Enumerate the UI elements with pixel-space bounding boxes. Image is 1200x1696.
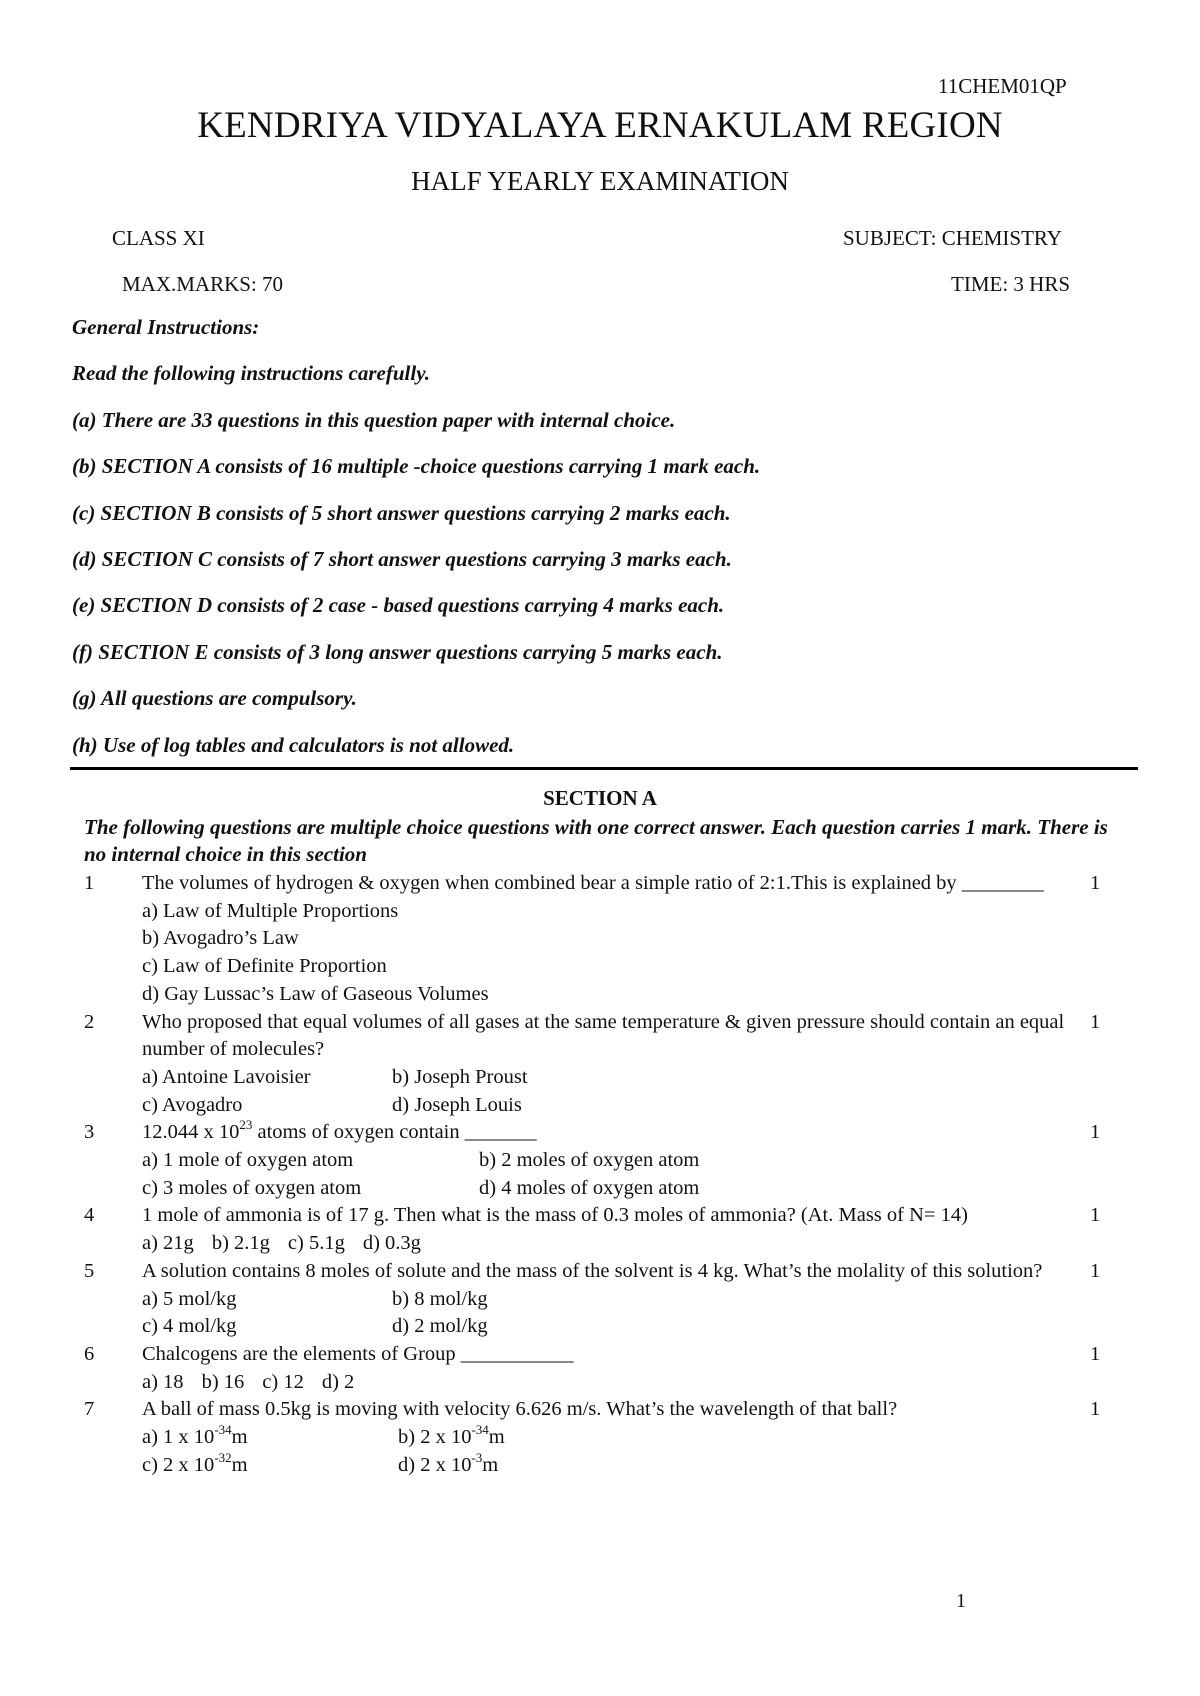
option-text: b) 2 x 10 [398, 1426, 472, 1449]
class-label: CLASS XI [112, 226, 205, 250]
option-row [142, 925, 1072, 953]
school-title: KENDRIYA VIDYALAYA ERNAKULAM REGION [197, 105, 1003, 146]
option-row [142, 1424, 1072, 1452]
question-text: 1 mole of ammonia is of 17 g. Then what is the mass of 0.3 moles of ammonia? (At. Mass of N= 14) [142, 1204, 968, 1227]
option-row [142, 1064, 1072, 1092]
answer-option: b) Joseph Proust [392, 1065, 528, 1088]
question-body [142, 1119, 1072, 1202]
question-item [84, 870, 1134, 1009]
option-text: m [231, 1426, 248, 1449]
option-row [142, 1286, 1072, 1314]
answer-option: d) 0.3g [362, 1232, 421, 1255]
answer-option: c) Avogadro [142, 1093, 243, 1116]
instruction-line: (e) SECTION D consists of 2 case - based questions carrying 4 marks each. [72, 593, 725, 618]
answer-option: a) 5 mol/kg [142, 1287, 237, 1310]
question-number: 6 [84, 1342, 95, 1365]
answer-option [142, 1449, 398, 1480]
time-allowed: TIME: 3 HRS [951, 272, 1071, 296]
question-number: 5 [84, 1259, 95, 1282]
exponent: -34 [471, 1422, 489, 1438]
question-text: A ball of mass 0.5kg is moving with velocity 6.626 m/s. What’s the wavelength of that ball? [142, 1398, 898, 1421]
option-text: c) 2 x 10 [142, 1453, 215, 1476]
question-text: Who proposed that equal volumes of all gases at the same temperature & given pressure should contain an equal number of molecules? [142, 1010, 1065, 1061]
option-text: m [231, 1453, 248, 1476]
question-marks: 1 [1090, 1010, 1101, 1033]
answer-option: c) 5.1g [287, 1232, 345, 1255]
instruction-line: (b) SECTION A consists of 16 multiple -choice questions carrying 1 mark each. [72, 454, 761, 479]
option-row [142, 1175, 1072, 1203]
answer-option: c) Law of Definite Proportion [142, 955, 387, 978]
option-row [142, 953, 1072, 981]
question-item [84, 1341, 1134, 1396]
question-item [84, 1202, 1134, 1257]
option-row [142, 1147, 1072, 1175]
exponent: 23 [239, 1117, 253, 1133]
exponent: -32 [214, 1449, 232, 1465]
option-row [142, 898, 1072, 926]
instructions-heading: General Instructions: [72, 315, 260, 339]
answer-option: a) 21g [142, 1232, 194, 1255]
answer-option: b) 16 [201, 1370, 245, 1393]
question-body [142, 1258, 1072, 1341]
instruction-line: (c) SECTION B consists of 5 short answer questions carrying 2 marks each. [72, 500, 731, 525]
question-text: The volumes of hydrogen & oxygen when combined bear a simple ratio of 2:1.This is explained by ________ [142, 872, 1044, 894]
question-item [84, 1396, 1134, 1479]
max-marks: MAX.MARKS: 70 [122, 272, 284, 296]
instruction-line: (a) There are 33 questions in this question paper with internal choice. [72, 407, 676, 432]
question-item [84, 1009, 1134, 1120]
subject-label: SUBJECT: CHEMISTRY [843, 226, 1062, 250]
answer-option: a) Antoine Lavoisier [142, 1065, 311, 1088]
option-row [142, 1230, 1072, 1258]
question-text-part: 12.044 x 10 [142, 1121, 240, 1144]
answer-option: d) 2 [321, 1370, 355, 1393]
section-a-title: SECTION A [543, 786, 657, 810]
instruction-line: (g) All questions are compulsory. [72, 686, 357, 711]
answer-option [398, 1424, 505, 1452]
question-number: 2 [84, 1010, 95, 1033]
question-item [84, 1119, 1134, 1202]
answer-option: a) Law of Multiple Proportions [142, 899, 399, 922]
option-text: m [482, 1453, 499, 1476]
answer-option: a) 1 mole of oxygen atom [142, 1149, 354, 1172]
option-row [142, 1313, 1072, 1341]
answer-option [398, 1449, 499, 1480]
option-text: d) 2 x 10 [398, 1453, 472, 1476]
answer-option: d) Joseph Louis [392, 1093, 522, 1116]
option-text: a) 1 x 10 [142, 1426, 215, 1449]
exponent: -34 [214, 1422, 232, 1438]
question-item [84, 1258, 1134, 1341]
option-row [142, 1449, 1072, 1480]
question-text: A solution contains 8 moles of solute and the mass of the solvent is 4 kg. What’s the molality of this solution? [142, 1259, 1043, 1282]
page-number: 1 [956, 1590, 966, 1612]
option-row [142, 1369, 1072, 1397]
answer-option: c) 4 mol/kg [142, 1315, 237, 1338]
question-number: 1 [84, 872, 95, 894]
divider-line [70, 767, 1138, 770]
answer-option: b) 2.1g [211, 1232, 270, 1255]
question-text [142, 1119, 1072, 1147]
answer-option: d) 4 moles of oxygen atom [479, 1176, 700, 1199]
answer-option: d) 2 mol/kg [392, 1315, 488, 1338]
question-marks: 1 [1090, 1259, 1101, 1282]
question-marks: 1 [1090, 1342, 1101, 1365]
question-list [84, 870, 1134, 1479]
option-row [142, 1092, 1072, 1120]
question-marks: 1 [1090, 1121, 1101, 1144]
question-marks: 1 [1090, 1204, 1101, 1227]
answer-option: b) 8 mol/kg [392, 1287, 488, 1310]
question-marks: 1 [1090, 1398, 1101, 1421]
section-a-description: The following questions are multiple choice questions with one correct answer. Each question carries 1 mark. There is no internal choice in this section [84, 815, 1108, 866]
answer-option: a) 18 [142, 1370, 184, 1393]
instruction-line: (h) Use of log tables and calculators is not allowed. [72, 732, 515, 757]
answer-option: c) 3 moles of oxygen atom [142, 1176, 362, 1199]
question-number: 7 [84, 1398, 95, 1421]
paper-code: 11CHEM01QP [938, 74, 1067, 98]
instruction-line: Read the following instructions carefully. [72, 361, 431, 386]
answer-option: b) 2 moles of oxygen atom [479, 1149, 700, 1172]
question-text: Chalcogens are the elements of Group ___________ [142, 1342, 574, 1365]
question-body [142, 1396, 1072, 1479]
question-number: 4 [84, 1204, 95, 1227]
instruction-line: (f) SECTION E consists of 3 long answer questions carrying 5 marks each. [72, 639, 723, 664]
exponent: -3 [471, 1449, 483, 1465]
option-text: m [488, 1426, 505, 1449]
question-marks: 1 [1090, 872, 1101, 894]
question-text-part: atoms of oxygen contain _______ [252, 1121, 537, 1144]
answer-option: b) Avogadro’s Law [142, 927, 299, 950]
question-body [142, 1009, 1072, 1120]
general-instructions [72, 315, 1132, 779]
question-body [142, 1341, 1072, 1396]
question-body [142, 1202, 1072, 1257]
instruction-line: (d) SECTION C consists of 7 short answer questions carrying 3 marks each. [72, 546, 732, 571]
question-body [142, 870, 1072, 1009]
answer-option: d) Gay Lussac’s Law of Gaseous Volumes [142, 982, 489, 1005]
answer-option [142, 1424, 398, 1452]
option-row [142, 981, 1072, 1009]
answer-option: c) 12 [262, 1370, 304, 1393]
question-number: 3 [84, 1121, 95, 1144]
exam-title: HALF YEARLY EXAMINATION [411, 166, 789, 196]
